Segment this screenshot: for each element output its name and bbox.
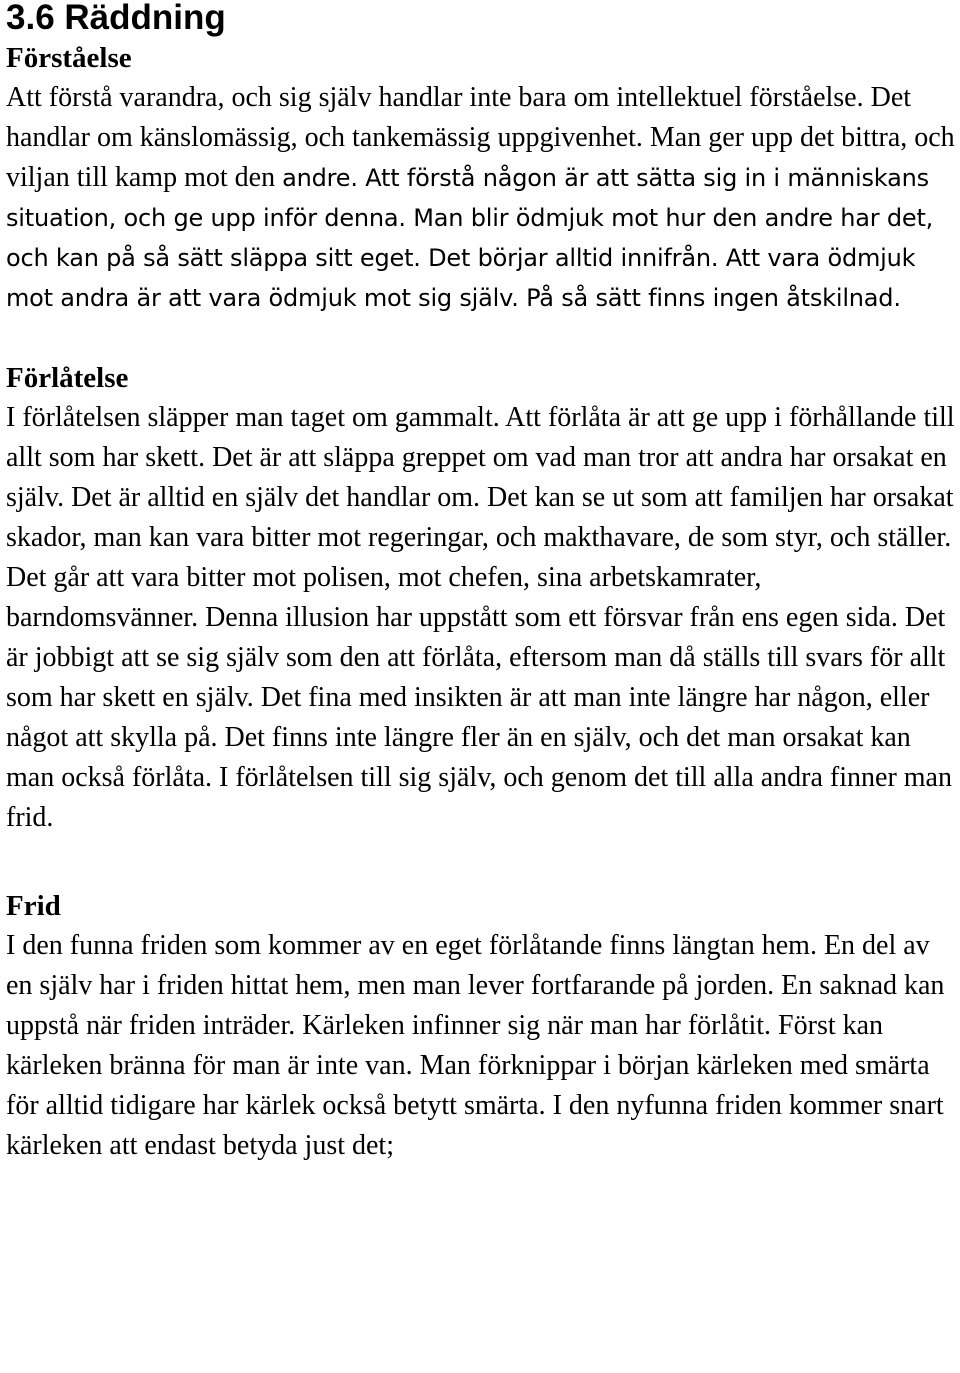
chapter-title: 3.6 Räddning bbox=[6, 0, 226, 37]
section-spacer bbox=[6, 318, 956, 358]
section-spacer bbox=[6, 838, 956, 886]
section-heading-forlatelse: Förlåtelse bbox=[6, 362, 129, 394]
section-forlatelse bbox=[6, 358, 956, 838]
section-frid bbox=[6, 886, 956, 1166]
section-body-forstaelse bbox=[6, 78, 956, 318]
section-body-forstaelse-sans: andre. Att förstå någon är att sätta sig in i människans situation, och ge upp inför denna. Man blir ödmjuk mot hur den andre har det, och kan på så sätt släppa sitt eget. Det börjar alltid innifrån. Att vara ödmjuk mot andra är att vara ödmjuk mot sig själv. På så sätt finns ingen åtskilnad. bbox=[6, 164, 934, 312]
section-heading-frid: Frid bbox=[6, 890, 61, 922]
section-heading-forstaelse: Förståelse bbox=[6, 42, 132, 74]
section-body-frid: I den funna friden som kommer av en eget förlåtande finns längtan hem. En del av en själv har i friden hittat hem, men man lever fortfarande på jorden. En saknad kan uppstå när friden inträder. Kärleken infinner sig när man har förlåtit. Först kan kärleken bränna för man är inte van. Man förknippar i början kärleken med smärta för alltid tidigare har kärlek också betytt smärta. I den nyfunna friden kommer snart kärleken att endast betyda just det; bbox=[6, 930, 945, 1161]
section-body-forlatelse: I förlåtelsen släpper man taget om gammalt. Att förlåta är att ge upp i förhållande till allt som har skett. Det är att släppa greppet om vad man tror att andra har orsakat en själv. Det är alltid en själv det handlar om. Det kan se ut som att familjen har orsakat skador, man kan vara bitter mot regeringar, och makthavare, de som styr, och ställer. Det går att vara bitter mot polisen, mot chefen, sina arbetskamrater, barndomsvänner. Denna illusion har uppstått som ett försvar från ens egen sida. Det är jobbigt att se sig själv som den att förlåta, eftersom man då ställs till svars för allt som har skett en själv. Det fina med insikten är att man inte längre har någon, eller något att skylla på. Det finns inte längre fler än en själv, och det man orsakat kan man också förlåta. I förlåtelsen till sig själv, och genom det till alla andra finner man frid. bbox=[6, 402, 955, 833]
section-forstaelse bbox=[6, 38, 956, 318]
section-body-forstaelse-serif: Att förstå varandra, och sig själv handlar inte bara om intellektuel förståelse. Det handlar om känslomässig, och tankemässig uppgivenhet. Man ger upp det bittra, och viljan till kamp mot den bbox=[6, 82, 955, 193]
